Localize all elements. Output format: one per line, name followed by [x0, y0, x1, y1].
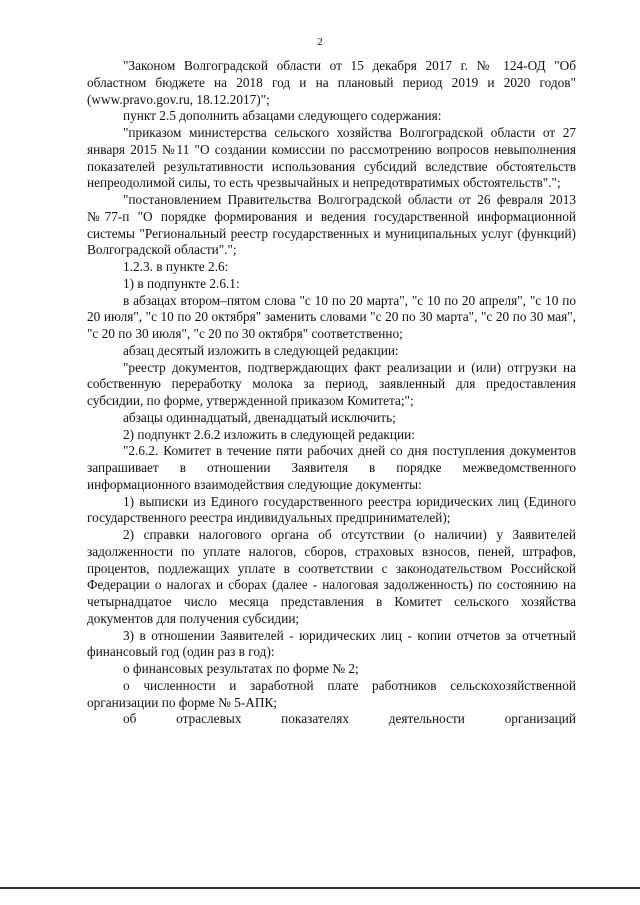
paragraph: 1) в подпункте 2.6.1:: [123, 275, 240, 291]
paragraph: о численности и заработной плате работников сельскохозяйственной организации по форме № 5-АПК;: [87, 677, 576, 710]
paragraph: "Законом Волгоградской области от 15 декабря 2017 г. № 124-ОД "Об областном бюджете на 2018 год и на плановый период 2019 и 2020 годов" (www.pravo.gov.ru, 18.12.2017)";: [87, 58, 576, 107]
page-number: 2: [317, 36, 323, 48]
paragraph: об отраслевых показателях деятельности организаций: [123, 711, 576, 727]
paragraph: 2) справки налогового органа об отсутствии (о наличии) у Заявителей задолженности по уплате налогов, сборов, страховых взносов, пеней, штрафов, процентов, подлежащих уплате в соответствии с законодательством Российской Федерации о налогах и сборах (далее - налоговая задолженность) по состоянию на четырнадцатое число месяца представления в Комитет сельского хозяйства документов для получения субсидии;: [87, 527, 576, 626]
paragraph: "приказом министерства сельского хозяйства Волгоградской области от 27 января 2015 №11 "О создании комиссии по рассмотрению вопросов невыполнения показателей результативности использования субсидий вследствие обстоятельств непреодолимой силы, то есть чрезвычайных и непредотвратимых обстоятельств".";: [87, 125, 576, 191]
paragraph: о финансовых результатах по форме № 2;: [123, 661, 359, 676]
paragraph: абзац десятый изложить в следующей редакции:: [123, 342, 399, 358]
paragraph: "постановлением Правительства Волгоградской области от 26 февраля 2013 №77-п "О порядке формирования и ведения государственной информационной системы "Региональный реестр государственных и муниципальных услуг (функций) Волгоградской области".";: [87, 192, 576, 258]
paragraph: 1.2.3. в пункте 2.6:: [123, 259, 229, 274]
paragraph: "2.6.2. Комитет в течение пяти рабочих дней со дня поступления документов запрашивает в отношении Заявителя в порядке межведомственного информационного взаимодействия следующие документы:: [87, 443, 576, 492]
paragraph: 3) в отношении Заявителей - юридических лиц - копии отчетов за отчетный финансовый год (один раз в год):: [87, 627, 576, 660]
bottom-scan-line: [0, 887, 640, 889]
document-body: [87, 58, 576, 728]
paragraph: "реестр документов, подтверждающих факт реализации и (или) отгрузки на собственную переработку молока за период, заявленный для предоставления субсидии, по форме, утвержденной приказом Комитета;";: [87, 359, 576, 408]
paragraph: 2) подпункт 2.6.2 изложить в следующей редакции:: [123, 426, 415, 442]
paragraph: пункт 2.5 дополнить абзацами следующего содержания:: [123, 108, 442, 124]
paragraph: в абзацах втором–пятом слова "с 10 по 20 марта", "с 10 по 20 апреля", "с 10 по 20 июля", "с 10 по 20 октября" заменить словами "с 20 по 30 марта", "с 20 по 30 мая", "с 20 по 30 июля", "с 20 по 30 октября" соответственно;: [87, 292, 576, 341]
paragraph: абзацы одиннадцатый, двенадцатый исключить;: [123, 409, 396, 425]
paragraph: 1) выписки из Единого государственного реестра юридических лиц (Единого государственного реестра индивидуальных предпринимателей);: [87, 493, 576, 526]
